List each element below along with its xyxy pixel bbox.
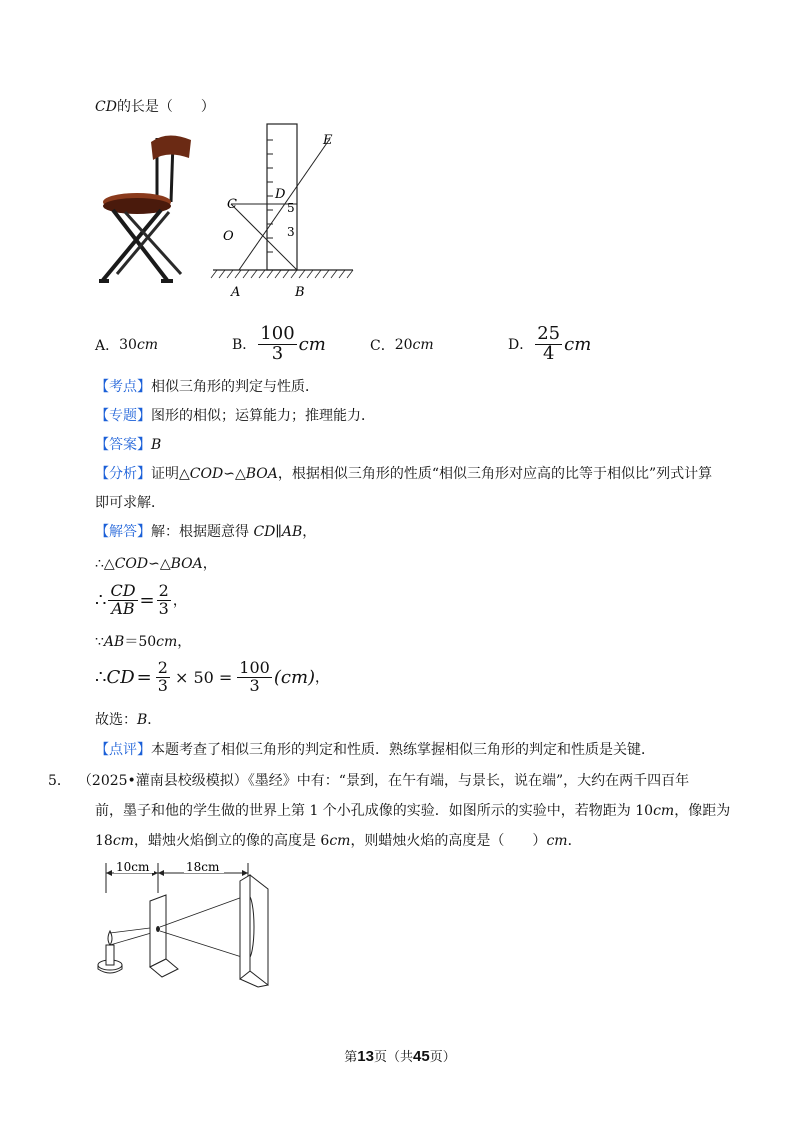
jieda-line-1: 【解答】解：根据题意得 CD∥AB， (95, 524, 317, 540)
label-d: D (275, 187, 286, 202)
zhuanti-line: 【专题】图形的相似；运算能力；推理能力． (95, 408, 375, 424)
total-page-number: 45 (413, 1048, 430, 1065)
label-c: C (227, 197, 237, 212)
guxuan-line: 故选：B． (95, 712, 162, 728)
jieda-step-1: ∴△COD∽△BOA， (95, 556, 217, 572)
option-c[interactable]: C． 20 cm (370, 337, 434, 354)
dist-object: 10cm (116, 860, 150, 874)
label-o: O (223, 229, 234, 244)
label-e: E (323, 133, 333, 148)
fenxi-line-1: 【分析】证明△COD∽△BOA，根据相似三角形的性质“相似三角形对应高的比等于相似比”列式计算 (95, 466, 713, 482)
q5-line-1: 5． （2025•灌南县校级模拟）《墨经》中有：“景到，在午有端，与景长，说在端”，大约在两千四百年 (48, 773, 690, 789)
q4-stem-tail: CD的长是（ ） (95, 99, 215, 115)
page-footer: 第13页（共45页） (344, 1048, 456, 1065)
option-d[interactable]: D． $\frac{25}{4}$ cm (508, 323, 592, 364)
label-five: 5 (287, 201, 295, 215)
label-three: 3 (287, 225, 295, 239)
current-page-number: 13 (357, 1048, 374, 1065)
q5-line-3: 18cm，蜡烛火焰倒立的像的高度是 6cm，则蜡烛火焰的高度是（ ）cm． (95, 833, 582, 849)
option-a[interactable]: A． 30 cm (95, 337, 159, 354)
jieda-step-2: ∴ $\frac{CD}{AB}$ = $\frac{2}{3}$ ， (95, 581, 187, 618)
option-b[interactable]: B． $\frac{100}{3}$ cm (232, 323, 326, 364)
dist-image: 18cm (186, 860, 220, 874)
label-a: A (231, 285, 241, 300)
fenxi-line-2: 即可求解． (95, 495, 165, 511)
dianping-line: 【点评】本题考查了相似三角形的判定和性质．熟练掌握相似三角形的判定和性质是关键． (95, 742, 655, 758)
label-b: B (295, 285, 305, 300)
geometry-diagram (205, 118, 365, 304)
q5-line-2: 前，墨子和他的学生做的世界上第 1 个小孔成像的实验．如图所示的实验中，若物距为 10cm，像距为 (95, 803, 731, 819)
daan-line: 【答案】B (95, 437, 162, 453)
jieda-step-3: ∵AB＝50cm， (95, 634, 192, 650)
pinhole-diagram (92, 855, 282, 990)
folding-chair-image (95, 128, 205, 288)
jieda-step-4: ∴ CD = $\frac{2}{3}$ × 50 = $\frac{100}{3}$ (cm) ， (95, 658, 330, 695)
kaodian-line: 【考点】相似三角形的判定与性质． (95, 379, 319, 395)
